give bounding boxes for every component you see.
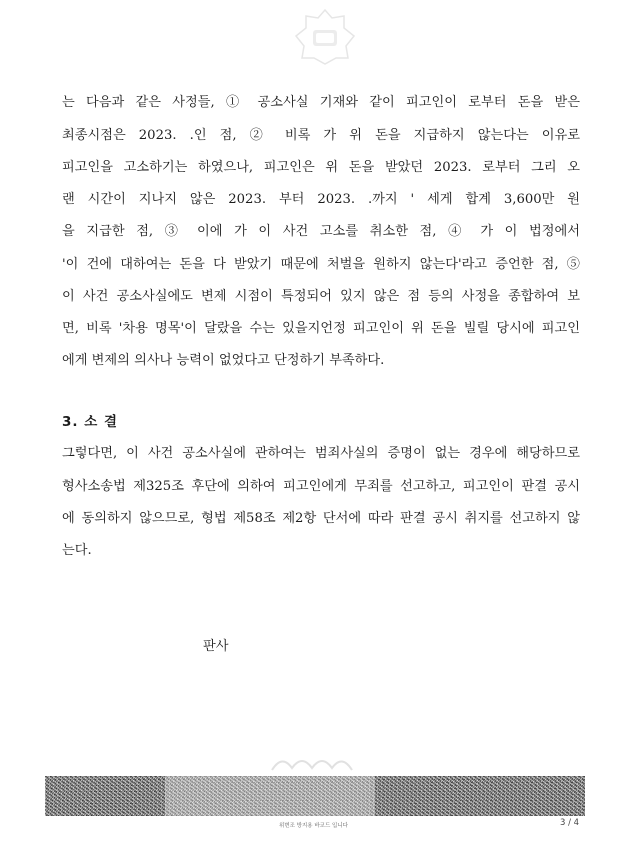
reasoning-line-8: 면, 비록 '차용 명목'이 달랐을 수는 있을지언정 피고인이 위 돈을 빌릴 당시에 피고인 — [62, 321, 580, 336]
section-heading-conclusion: 3. 소 결 — [62, 414, 119, 430]
reasoning-line-2: 최종시점은 2023. .인 점, ② 비록 가 위 돈을 지급하지 않는다는 이유로 — [62, 128, 580, 143]
reasoning-line-6: '이 건에 대하여는 돈을 다 받았기 때문에 처벌을 원하지 않는다'라고 증언한 점, ⑤ — [62, 257, 580, 272]
conclusion-line-4: 는다. — [62, 543, 92, 558]
reasoning-line-9: 에게 변제의 의사나 능력이 없었다고 단정하기 부족하다. — [62, 353, 385, 368]
page-number: 3 / 4 — [560, 818, 580, 828]
conclusion-line-2: 형사소송법 제325조 후단에 의하여 피고인에게 무죄를 선고하고, 피고인이 판결 공시 — [62, 479, 580, 494]
faint-stamp-mark — [262, 750, 362, 774]
reasoning-line-7: 이 사건 공소사실에도 변제 시점이 특정되어 있지 않은 점 등의 사정을 종합하여 보 — [62, 289, 580, 304]
reasoning-line-1: 는 다음과 같은 사정들, ① 공소사실 기재와 같이 피고인이 로부터 돈을 받은 — [62, 95, 580, 110]
reasoning-line-4: 랜 시간이 지나지 않은 2023. 부터 2023. .까지 ' 세게 합계 3,600만 원 — [62, 192, 580, 207]
conclusion-line-3: 에 동의하지 않으므로, 형법 제58조 제2항 단서에 따라 판결 공시 취지를 선고하지 않 — [62, 511, 580, 526]
reasoning-line-3: 피고인을 고소하기는 하였으나, 피고인은 위 돈을 받았던 2023. 로부터 그리 오 — [62, 160, 580, 175]
barcode-notice: 위변조 방지용 바코드 입니다 — [278, 823, 348, 829]
barcode-light-area — [165, 776, 375, 816]
conclusion-line-1: 그렇다면, 이 사건 공소사실에 관하여는 범죄사실의 증명이 없는 경우에 해당하므로 — [62, 446, 580, 461]
reasoning-line-5: 을 지급한 점, ③ 이에 가 이 사건 고소를 취소한 점, ④ 가 이 법정에서 — [62, 224, 580, 239]
court-seal-watermark — [294, 8, 356, 66]
judge-signature-label: 판사 — [203, 639, 229, 654]
